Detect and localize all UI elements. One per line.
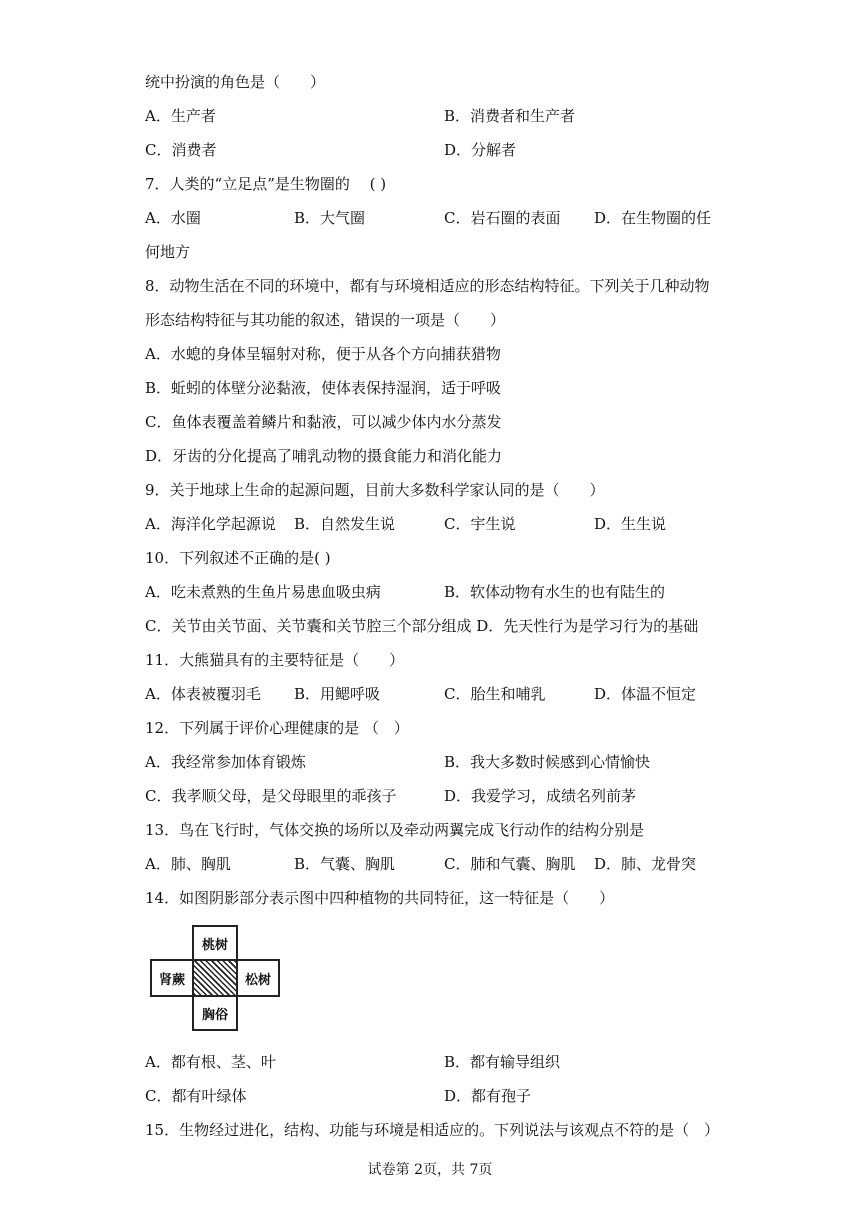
option-6c: C．消费者	[145, 141, 217, 159]
option-11d: D．体温不恒定	[594, 685, 697, 703]
option-11c: C．胎生和哺乳	[444, 685, 546, 703]
option-10cd: C．关节由关节面、关节囊和关节腔三个部分组成 D．先天性行为是学习行为的基础	[145, 617, 699, 635]
plant-venn-figure	[150, 925, 280, 1031]
option-13b: B．气囊、胸肌	[294, 855, 396, 873]
option-11b: B．用鳃呼吸	[294, 685, 381, 703]
option-8b: B．蚯蚓的体壁分泌黏液，使体表保持湿润，适于呼吸	[145, 379, 502, 397]
option-12d: D．我爱学习，成绩名列前茅	[444, 787, 637, 805]
option-14b: B．都有输导组织	[444, 1053, 561, 1071]
option-10b: B．软体动物有水生的也有陆生的	[444, 583, 666, 601]
option-6d: D．分解者	[444, 141, 517, 159]
option-6a: A．生产者	[145, 107, 216, 125]
question-12: 12．下列属于评价心理健康的是 （ ）	[145, 719, 409, 737]
question-14: 14．如图阴影部分表示图中四种植物的共同特征，这一特征是（ ）	[145, 889, 615, 907]
figure-cell-bottom: 胸俗	[192, 995, 238, 1031]
option-7a: A．水圈	[145, 209, 201, 227]
option-9d: D．生生说	[594, 515, 667, 533]
figure-cell-left: 肾蕨	[150, 959, 194, 997]
question-7: 7．人类的“立足点”是生物圈的 ( )	[145, 175, 387, 193]
question-8: 8．动物生活在不同的环境中，都有与环境相适应的形态结构特征。下列关于几种动物	[145, 277, 710, 295]
option-8c: C．鱼体表覆盖着鳞片和黏液，可以减少体内水分蒸发	[145, 413, 502, 431]
option-12b: B．我大多数时候感到心情愉快	[444, 753, 651, 771]
question-11: 11．大熊猫具有的主要特征是（ ）	[145, 651, 405, 669]
option-14d: D．都有孢子	[444, 1087, 532, 1105]
option-9c: C．宇生说	[444, 515, 516, 533]
option-7c: C．岩石圈的表面	[444, 209, 561, 227]
question-15: 15．生物经过进化，结构、功能与环境是相适应的。下列说法与该观点不符的是（ ）	[145, 1121, 720, 1139]
option-12c: C．我孝顺父母，是父母眼里的乖孩子	[145, 787, 397, 805]
line-q6-stem-tail: 统中扮演的角色是（ ）	[145, 73, 326, 91]
option-8d: D．牙齿的分化提高了哺乳动物的摄食能力和消化能力	[145, 447, 503, 465]
figure-shaded-center	[192, 959, 238, 997]
option-13c: C．肺和气囊、胸肌	[444, 855, 576, 873]
question-8-cont: 形态结构特征与其功能的叙述，错误的一项是（ ）	[145, 311, 506, 329]
option-9b: B．自然发生说	[294, 515, 396, 533]
option-14a: A．都有根、茎、叶	[145, 1053, 276, 1071]
question-10: 10．下列叙述不正确的是( )	[145, 549, 331, 567]
option-14c: C．都有叶绿体	[145, 1087, 247, 1105]
figure-cell-top: 桃树	[192, 925, 238, 961]
option-9a: A．海洋化学起源说	[145, 515, 276, 533]
option-6b: B．消费者和生产者	[444, 107, 576, 125]
question-9: 9．关于地球上生命的起源问题，目前大多数科学家认同的是（ ）	[145, 481, 605, 499]
option-12a: A．我经常参加体育锻炼	[145, 753, 306, 771]
option-7b: B．大气圈	[294, 209, 366, 227]
option-7d-cont: 何地方	[145, 243, 191, 261]
figure-cell-right: 松树	[236, 959, 280, 997]
option-11a: A．体表被覆羽毛	[145, 685, 261, 703]
option-13a: A．肺、胸肌	[145, 855, 231, 873]
option-13d: D．肺、龙骨突	[594, 855, 697, 873]
page-footer: 试卷第 2页，共 7页	[367, 1162, 493, 1178]
question-13: 13．鸟在飞行时，气体交换的场所以及牵动两翼完成飞行动作的结构分别是	[145, 821, 645, 839]
option-10a: A．吃未煮熟的生鱼片易患血吸虫病	[145, 583, 381, 601]
option-7d: D．在生物圈的任	[594, 209, 712, 227]
option-8a: A．水螅的身体呈辐射对称，便于从各个方向捕获猎物	[145, 345, 501, 363]
